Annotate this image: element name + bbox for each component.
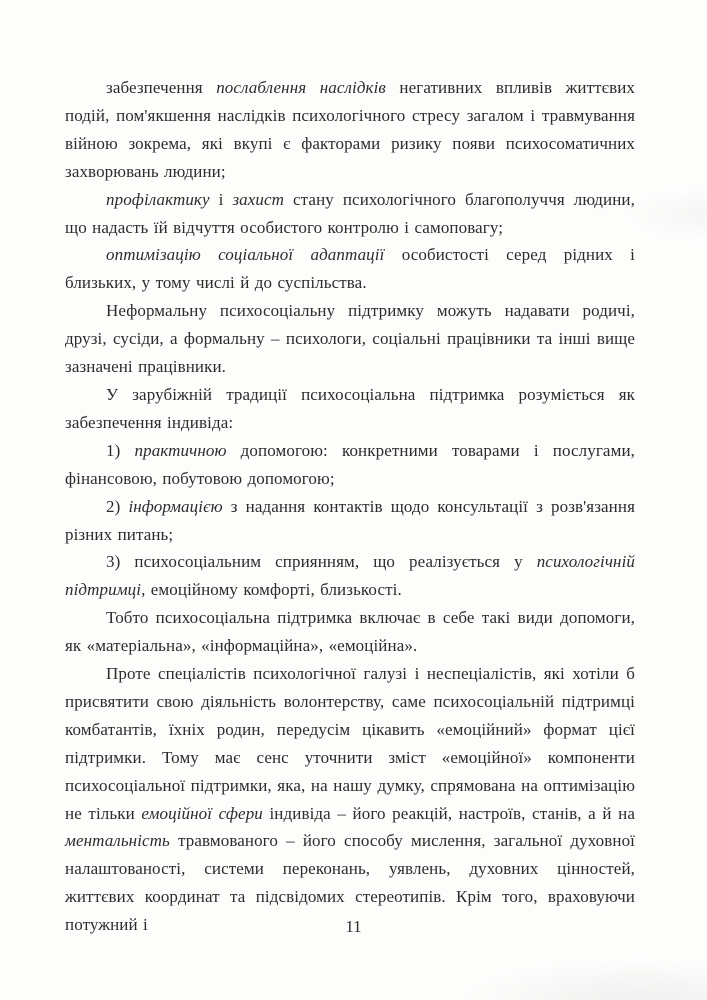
italic-run: оптимізацію соціальної адаптації xyxy=(106,245,385,265)
text-run: 2) xyxy=(106,496,129,516)
italic-run: психологічній підтримці, xyxy=(65,552,635,600)
text-run: Проте спеціалістів психологічної галузі і неспеціалістів, які хотіли б присвятити свою діяльність волонтерству, саме психосоціальній підтримці комбатантів, їхніх родин, передусім цікавить «емоційний» формат цієї підтримки. Тому має сенс уточнити зміст «емоційної» компоненти психосоціальної підтримки, яка, на нашу думку, спрямована на оптимізацію не тільки xyxy=(65,664,635,823)
paragraph xyxy=(65,660,635,939)
paragraph xyxy=(65,493,635,549)
text-run: з надання контактів щодо консультації з розв'язання різних питань; xyxy=(65,496,635,544)
text-run: 3) психосоціальним сприянням, що реалізується у xyxy=(106,552,537,572)
text-run: Тобто психосоціальна підтримка включає в себе такі види допомоги, як «матеріальна», «інформаційна», «емоційна». xyxy=(65,608,635,656)
italic-run: захист xyxy=(232,189,285,209)
text-run: емоційному комфорті, близькості. xyxy=(145,580,402,600)
text-run: особистості серед рідних і близьких, у тому числі й до суспільства. xyxy=(65,245,635,293)
text-run: допомогою: конкретними товарами і послугами, фінансовою, побутовою допомогою; xyxy=(65,440,635,488)
paragraph xyxy=(65,74,635,186)
italic-run: емоційної сфери xyxy=(141,803,263,823)
text-run: негативних впливів життєвих подій, пом'якшення наслідків психологічного стресу загалом і травмування війною зокрема, які вкупі є факторами ризику появи психосоматичних захворювань людини; xyxy=(65,78,635,181)
italic-run: інформацією xyxy=(128,496,223,516)
text-run: стану психологічного благополуччя людини, що надасть їй відчуття особистого контролю і самоповагу; xyxy=(65,189,635,237)
document-body xyxy=(65,74,635,939)
paragraph xyxy=(65,186,635,242)
page-number: 11 xyxy=(345,917,362,936)
italic-run: профілактику xyxy=(106,189,210,209)
italic-run: послаблення наслідків xyxy=(216,78,386,97)
text-run: і xyxy=(209,189,233,209)
paragraph xyxy=(65,381,635,437)
paragraph xyxy=(65,437,635,493)
text-run: індивіда – його реакцій, настроїв, станів, а й на xyxy=(262,803,635,823)
text-run: забезпечення xyxy=(106,78,217,97)
text-run: У зарубіжній традиції психосоціальна підтримка розуміється як забезпечення індивіда: xyxy=(65,384,635,432)
paragraph xyxy=(65,548,635,604)
paragraph xyxy=(65,297,635,381)
italic-run: практичною xyxy=(134,440,227,460)
italic-run: ментальність xyxy=(65,831,170,851)
paragraph xyxy=(65,604,635,660)
text-run: Неформальну психосоціальну підтримку можуть надавати родичі, друзі, сусіди, а формальну – психологи, соціальні працівники та інші вище зазначені працівники. xyxy=(65,301,635,377)
text-run: травмованого – його способу мислення, загальної духовної налаштованості, системи переконань, уявлень, духовних цінностей, життєвих координат та підсвідомих стереотипів. Крім того, враховуючи потужний і xyxy=(65,831,635,935)
text-run: 1) xyxy=(106,440,135,460)
paragraph xyxy=(65,241,635,297)
